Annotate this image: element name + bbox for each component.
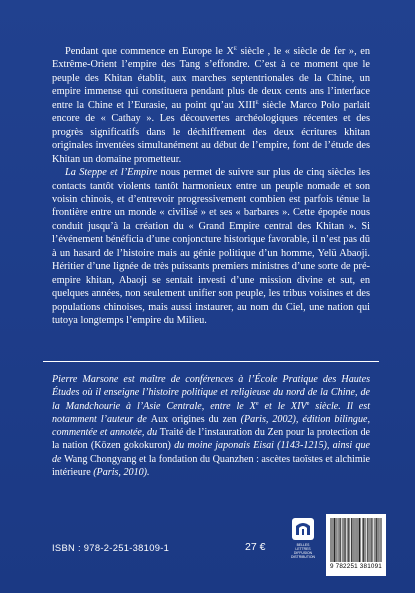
- isbn: ISBN : 978-2-251-38109-1: [52, 542, 170, 553]
- superscript: e: [255, 399, 259, 407]
- publisher-logo: [290, 517, 316, 569]
- superscript: e: [255, 98, 259, 106]
- publisher-logo-text: [290, 543, 316, 559]
- text-run: Pierre Marsone est maître de conférences à l’École Pratique des Hautes Études où il enseigne l’histoire politique et religieuse du nord de la Chine, de la Mandchourie à l’Asie Centrale, entre le X: [52, 374, 370, 412]
- superscript: e: [306, 399, 310, 407]
- text-run: (Paris, 2010).: [90, 466, 150, 478]
- work-title: Aux origines du zen: [150, 413, 237, 425]
- blurb-paragraph-1: [52, 45, 370, 166]
- logo-line: DISTRIBUTION: [291, 555, 315, 559]
- work-title: Traité de l’instauration du Zen pour la protection de la nation (Kōzen gokokuron): [52, 427, 370, 452]
- superscript: e: [233, 45, 237, 52]
- barcode-digits: 9 782251 381091: [329, 563, 383, 570]
- author-bio: [52, 373, 370, 479]
- publisher-emblem-icon: [291, 517, 315, 541]
- work-title: Wang Chongyang et la fondation du Quanzhen : ascètes taoïstes et alchimie intérieure: [52, 453, 370, 478]
- text-run: siècle. Il est notamment l’auteur de: [52, 400, 370, 425]
- text-run: Pendant que commence en Europe le X: [65, 46, 234, 57]
- price: 27 €: [245, 541, 266, 553]
- logo-line: DIFFUSION: [293, 551, 313, 555]
- century-numeral: XIII: [237, 99, 256, 111]
- barcode-bars: [330, 518, 382, 562]
- text-run: du moine japonais Eisai (1143-1215), ainsi que de: [52, 440, 370, 465]
- barcode: [326, 514, 386, 576]
- text-run: (Paris, 2002), édition bilingue, commentée et annotée, du: [52, 413, 370, 438]
- text-run: siècle , le « siècle de fer », en Extrême-Orient l’empire des Tang s’effondre. C’est à ce moment que le peuple des Khitan établit, aux marches septentrionales de la Chine, un empire immense qui constituera pendant plus de deux cents ans l’interface entre la Chine et l’Eurasie, au point qu’au: [52, 46, 370, 111]
- logo-line: BELLES LETTRES: [295, 543, 311, 551]
- book-title: La Steppe et l’Empire: [65, 167, 158, 179]
- text-run: et le XIV: [258, 400, 307, 412]
- blurb: [52, 45, 370, 328]
- text-run: siècle Marco Polo parlait encore de « Cathay ». Les découvertes archéologiques récentes et des progrès significatifs dans le déchiffrement des deux écritures khitan originales inventées simultanément au début de l’empire, font de l’étude des Khitan un domaine prometteur.: [52, 99, 370, 165]
- divider-line: [43, 361, 379, 362]
- text-run: nous permet de suivre sur plus de cinq siècles les contacts tantôt violents tantôt harmonieux entre un peuple nomade et son voisin chinois, et d’entrevoir progressivement combien est parfois ténue la frontière entre un monde « civilisé » et ses « barbares ». Cette épopée nous conduit jusqu’à la création du « Grand Empire central des Khitan ». Si l’événement bénéficia d’une conjoncture historique favorable, il n’est pas dû à un hasard de l’histoire mais au génie politique d’un homme, Yelü Abaoji. Héritier d’une lignée de très puissants premiers ministres d’une sorte de pré-empire khitan, Abaoji se sentait investi d’une mission divine et sut, en quelques années, non seulement unifier son peuple, les tribus voisines et des populations chinoises, mais aussi instaurer, au nom du Ciel, une nation qui tutoya longtemps l’empire du Milieu.: [52, 167, 370, 327]
- blurb-paragraph-2: [52, 166, 370, 327]
